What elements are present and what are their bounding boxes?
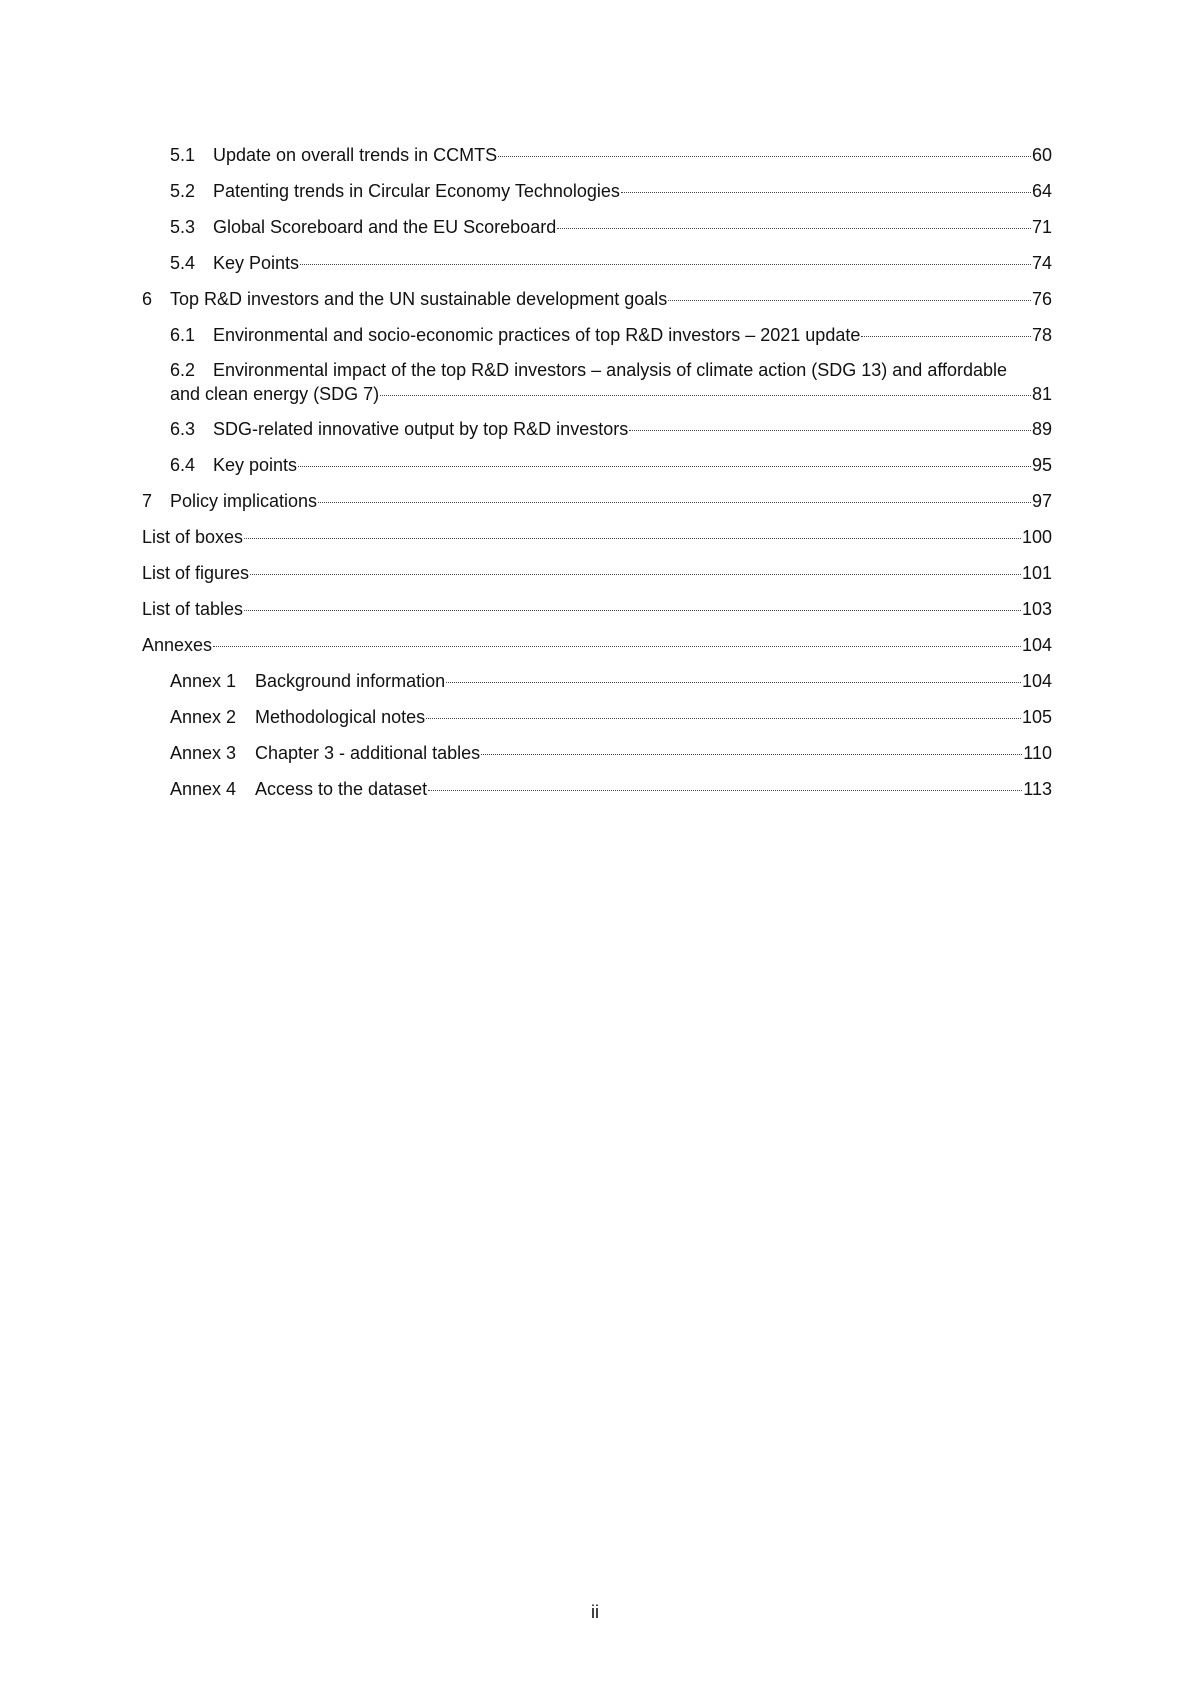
dot-leader xyxy=(244,538,1021,539)
entry-title: Access to the dataset xyxy=(255,779,428,799)
entry-number: 6 xyxy=(142,289,153,309)
entry-title: Key points xyxy=(213,455,298,475)
entry-number: 7 xyxy=(142,491,153,511)
entry-page: 101 xyxy=(1021,563,1052,583)
entry-number: 6.1 xyxy=(170,325,196,345)
entry-title-line2: and clean energy (SDG 7) xyxy=(170,384,380,404)
entry-page: 60 xyxy=(1031,145,1052,165)
entry-page: 76 xyxy=(1031,289,1052,309)
entry-page: 110 xyxy=(1023,743,1052,763)
entry-number: 5.2 xyxy=(170,181,196,201)
entry-page: 100 xyxy=(1021,527,1052,547)
entry-title: Policy implications xyxy=(170,491,318,511)
entry-title-line1: Environmental impact of the top R&D investors – analysis of climate action (SDG 13) and affordable xyxy=(213,360,1008,380)
entry-title: Patenting trends in Circular Economy Technologies xyxy=(213,181,620,201)
entry-title: Update on overall trends in CCMTS xyxy=(213,145,498,165)
toc-entry-annex-3[interactable] xyxy=(142,740,1052,776)
entry-number: 6.4 xyxy=(170,455,196,475)
toc-entry-6-2[interactable] xyxy=(142,358,1052,406)
toc-entry-5-3[interactable] xyxy=(142,214,1052,250)
dot-leader xyxy=(668,300,1031,301)
dot-leader xyxy=(621,192,1031,193)
entry-page: 89 xyxy=(1031,419,1052,439)
entry-page: 103 xyxy=(1021,599,1052,619)
dot-leader xyxy=(481,754,1022,755)
toc-entry-list-of-figures[interactable] xyxy=(142,560,1052,596)
dot-leader xyxy=(498,156,1031,157)
toc-entry-5-1[interactable] xyxy=(142,142,1052,178)
toc-entry-annexes[interactable] xyxy=(142,632,1052,668)
entry-page: 104 xyxy=(1021,635,1052,655)
entry-title: Global Scoreboard and the EU Scoreboard xyxy=(213,217,557,237)
toc-entry-list-of-tables[interactable] xyxy=(142,596,1052,632)
dot-leader xyxy=(446,682,1021,683)
entry-title: Methodological notes xyxy=(255,707,426,727)
entry-title: Annexes xyxy=(142,635,213,655)
dot-leader xyxy=(298,466,1031,467)
toc-entry-annex-4[interactable] xyxy=(142,776,1052,812)
entry-page: 95 xyxy=(1031,455,1052,475)
dot-leader xyxy=(250,574,1021,575)
page-number: ii xyxy=(591,1602,599,1622)
entry-page: 71 xyxy=(1031,217,1052,237)
entry-page: 97 xyxy=(1031,491,1052,511)
entry-title: Chapter 3 - additional tables xyxy=(255,743,481,763)
toc-entry-6[interactable] xyxy=(142,286,1052,322)
dot-leader xyxy=(318,502,1031,503)
toc-entry-annex-2[interactable] xyxy=(142,704,1052,740)
entry-page: 74 xyxy=(1031,253,1052,273)
entry-page: 105 xyxy=(1021,707,1052,727)
entry-page: 64 xyxy=(1031,181,1052,201)
entry-number: 5.3 xyxy=(170,217,196,237)
toc-entry-6-3[interactable] xyxy=(142,416,1052,452)
toc-entry-6-4[interactable] xyxy=(142,452,1052,488)
toc-entry-5-4[interactable] xyxy=(142,250,1052,286)
dot-leader xyxy=(861,336,1031,337)
entry-title: Top R&D investors and the UN sustainable development goals xyxy=(170,289,668,309)
entry-title: List of tables xyxy=(142,599,244,619)
table-of-contents xyxy=(142,142,1052,812)
toc-entry-7[interactable] xyxy=(142,488,1052,524)
entry-number: 5.4 xyxy=(170,253,196,273)
entry-page: 104 xyxy=(1021,671,1052,691)
entry-page: 78 xyxy=(1031,325,1052,345)
toc-entry-5-2[interactable] xyxy=(142,178,1052,214)
entry-number: Annex 3 xyxy=(170,743,237,763)
dot-leader xyxy=(629,430,1031,431)
entry-title: Environmental and socio-economic practices of top R&D investors – 2021 update xyxy=(213,325,861,345)
toc-entry-6-1[interactable] xyxy=(142,322,1052,358)
dot-leader xyxy=(244,610,1021,611)
dot-leader xyxy=(426,718,1021,719)
entry-title: SDG-related innovative output by top R&D investors xyxy=(213,419,629,439)
entry-title: Key Points xyxy=(213,253,300,273)
entry-number: 6.3 xyxy=(170,419,196,439)
entry-number: Annex 2 xyxy=(170,707,237,727)
entry-page: 113 xyxy=(1023,779,1052,799)
entry-number: 5.1 xyxy=(170,145,196,165)
entry-page: 81 xyxy=(1031,384,1052,404)
entry-number: Annex 1 xyxy=(170,671,237,691)
entry-number: Annex 4 xyxy=(170,779,237,799)
dot-leader xyxy=(557,228,1031,229)
dot-leader xyxy=(300,264,1031,265)
entry-title: Background information xyxy=(255,671,446,691)
dot-leader xyxy=(213,646,1021,647)
entry-title: List of figures xyxy=(142,563,250,583)
entry-title: List of boxes xyxy=(142,527,244,547)
dot-leader xyxy=(380,395,1031,396)
toc-entry-annex-1[interactable] xyxy=(142,668,1052,704)
entry-number: 6.2 xyxy=(170,360,196,380)
toc-entry-list-of-boxes[interactable] xyxy=(142,524,1052,560)
dot-leader xyxy=(428,790,1022,791)
